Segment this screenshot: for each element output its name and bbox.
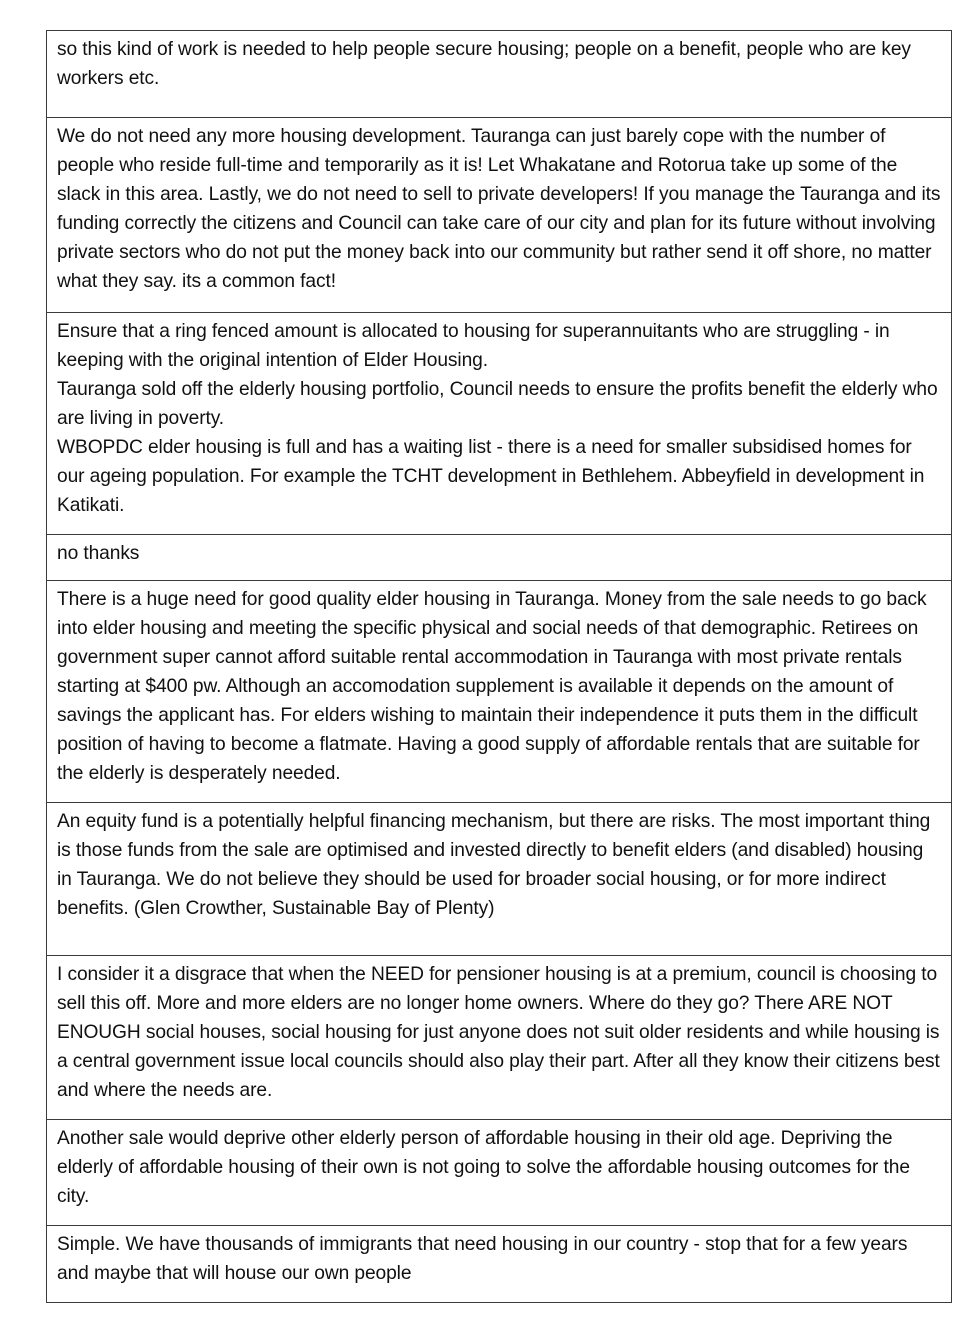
table-row [47, 1226, 952, 1303]
table-row [47, 118, 952, 313]
comment-paragraph: I consider it a disgrace that when the NEED for pensioner housing is at a premium, council is choosing to sell this off. More and more elders are no longer home owners. Where do they go? There ARE NOT ENOUGH social houses, social housing for just anyone does not suit older residents and while housing is a central government issue local councils should also play their part. After all they know their citizens best and where the needs are. [57, 964, 940, 1101]
table-row [47, 31, 952, 118]
comment-paragraph: Another sale would deprive other elderly person of affordable housing in their old age. Depriving the elderly of affordable housing of their own is not going to solve the affordable housing outcomes for the city. [57, 1128, 910, 1207]
comment-paragraph: Tauranga sold off the elderly housing portfolio, Council needs to ensure the profits benefit the elderly who are living in poverty. [57, 379, 938, 429]
table-row [47, 956, 952, 1120]
comments-table [46, 30, 952, 1303]
comment-paragraph: so this kind of work is needed to help people secure housing; people on a benefit, people who are key workers etc. [57, 39, 911, 89]
comment-cell [47, 118, 952, 313]
comment-cell [47, 31, 952, 118]
comment-paragraph: WBOPDC elder housing is full and has a waiting list - there is a need for smaller subsidised homes for our ageing population. For example the TCHT development in Bethlehem. Abbeyfield in development in Katikati. [57, 437, 925, 516]
comment-paragraph: Ensure that a ring fenced amount is allocated to housing for superannuitants who are struggling - in keeping with the original intention of Elder Housing. [57, 321, 890, 371]
comment-cell [47, 313, 952, 535]
comment-cell [47, 581, 952, 803]
comment-cell [47, 1226, 952, 1303]
table-row [47, 313, 952, 535]
comment-paragraph: There is a huge need for good quality elder housing in Tauranga. Money from the sale needs to go back into elder housing and meeting the specific physical and social needs of that demographic. Retirees on government super cannot afford suitable rental accommodation in Tauranga with most private rentals starting at $400 pw. Although an accomodation supplement is available it depends on the amount of savings the applicant has. For elders wishing to maintain their independence it puts them in the difficult position of having to become a flatmate. Having a good supply of affordable rentals that are suitable for the elderly is desperately needed. [57, 589, 927, 784]
comment-paragraph: no thanks [57, 543, 140, 564]
comment-paragraph: An equity fund is a potentially helpful financing mechanism, but there are risks. The most important thing is those funds from the sale are optimised and invested directly to benefit elders (and disabled) housing in Tauranga. We do not believe they should be used for broader social housing, or for more indirect benefits. (Glen Crowther, Sustainable Bay of Plenty) [57, 811, 931, 919]
comment-cell [47, 535, 952, 581]
comment-cell [47, 1120, 952, 1226]
comment-cell [47, 803, 952, 956]
comment-paragraph: We do not need any more housing development. Tauranga can just barely cope with the number of people who reside full-time and temporarily as it is! Let Whakatane and Rotorua take up some of the slack in this area. Lastly, we do not need to sell to private developers! If you manage the Tauranga and its funding correctly the citizens and Council can take care of our city and plan for its future without involving private sectors who do not put the money back into our community but rather send it off shore, no matter what they say. its a common fact! [57, 126, 941, 292]
table-row [47, 581, 952, 803]
table-row [47, 803, 952, 956]
table-row [47, 535, 952, 581]
table-row [47, 1120, 952, 1226]
comment-paragraph: Simple. We have thousands of immigrants that need housing in our country - stop that for a few years and maybe that will house our own people [57, 1234, 908, 1284]
comment-cell [47, 956, 952, 1120]
